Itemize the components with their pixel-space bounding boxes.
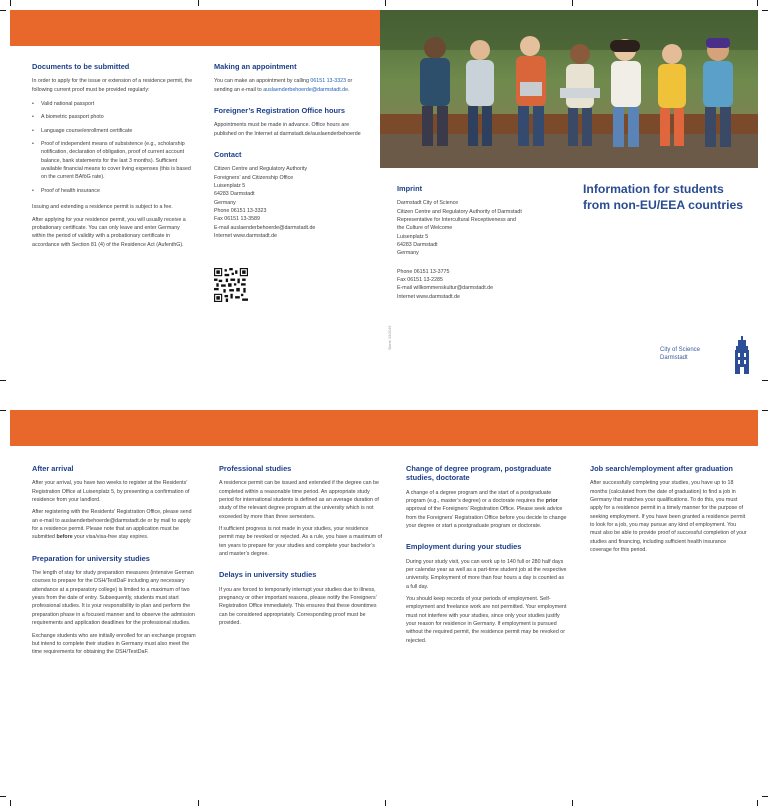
preparation-heading: Preparation for university studies	[32, 553, 150, 563]
city-logo	[660, 336, 752, 376]
appointment-text-part: .	[348, 86, 350, 93]
imprint-line: 64283 Darmstadt	[397, 242, 438, 249]
contact-line: 64283 Darmstadt	[214, 191, 255, 198]
arrival-heading: After arrival	[32, 464, 74, 473]
contact-column	[214, 62, 372, 240]
change-p1	[406, 489, 568, 531]
fold-mark	[572, 0, 573, 6]
documents-heading: Documents to be submitted	[32, 62, 130, 71]
arrival-p1: After your arrival, you have two weeks to register at the Residents’ Registration Office at Luisenplatz 5, by presenting a confirmation of residence from your landlord.	[32, 480, 190, 503]
arrival-column	[32, 464, 196, 661]
contact-line: Internet www.darmstadt.de	[214, 233, 278, 240]
imprint-contact-line: E-mail willkommenskultur@darmstadt.de	[397, 285, 494, 292]
crop-mark	[0, 796, 6, 797]
contact-line: Germany	[214, 199, 236, 206]
preparation-p1: The length of stay for study preparation measures (intensive German courses to prepare for the DSH/TestDaF including any necessary attendance at a preparatory college) is limited to a maximum of two years from the date of entry. Subsequently, students must start professional studies. It is your responsibility to plan and perform the preparation phase in a focused manner and to observe the admission requirements and application deadlines for the professional studies.	[32, 570, 195, 627]
appointment-text	[214, 77, 372, 94]
arrival-p2-text: your visa/visa-free stay expires.	[74, 534, 149, 541]
change-p1-text: A change of a degree program and the start of a postgraduate program (e.g., master’s degree) or a doctorate requires the	[406, 489, 552, 504]
crop-mark	[10, 800, 11, 806]
city-tower-logo-icon	[732, 336, 752, 374]
fold-mark	[198, 0, 199, 6]
contact-line: Luisenplatz 5	[214, 182, 246, 189]
employment-heading: Employment during your studies	[406, 542, 522, 552]
imprint-contact-line: Internet www.darmstadt.de	[397, 293, 461, 300]
flyer-inside-page	[10, 410, 758, 796]
imprint-line: Darmstadt City of Science	[397, 200, 459, 207]
list-item: • Proof of health insurance	[32, 187, 194, 195]
crop-mark	[0, 380, 6, 381]
crop-mark	[757, 800, 758, 806]
fold-mark	[572, 800, 573, 806]
imprint-line: the Culture of Welcome	[397, 225, 453, 232]
appointment-text-part: or sending an e-mail to	[214, 78, 353, 93]
imprint-line: Citizen Centre and Regulatory Authority of Darmstadt	[397, 208, 522, 215]
fold-mark	[385, 800, 386, 806]
orange-header-band	[10, 410, 758, 446]
fold-mark	[198, 800, 199, 806]
imprint-line: Germany	[397, 250, 419, 257]
contact-address	[214, 165, 372, 240]
arrival-p2-text: After registering with the Residents’ Registration Office, please send an e-mail to auslaenderbehoerde@darmstadt.de or by mail to apply for a residence permit. Please note that an application must be submitted	[32, 509, 192, 541]
appointment-text-part: You can make an appointment by calling	[214, 78, 309, 85]
change-p1-bold: prior	[545, 497, 558, 504]
logo-line: Darmstadt	[660, 355, 688, 362]
change-p1-text: approval of the Foreigners’ Registration Office. Please seek advice from the Foreigners’ Registration Office before you decide to change your degree or start a postgraduate program or doctorate.	[406, 506, 567, 529]
employment-p2: You should keep records of your periods of employment. Self-employment and freelance work are not permitted. Your employment must not interfere with your studies, since only your studies justify your reason for residence in Germany. If employment is pursued without the required permit, the residence permit may be revoked or rejected.	[406, 595, 567, 644]
crop-mark	[0, 410, 6, 411]
imprint-line: Luisenplatz 5	[397, 233, 429, 240]
imprint-column	[397, 184, 567, 301]
appointment-email-link[interactable]: auslaenderbehoerde@darmstadt.de	[263, 86, 349, 93]
logo-text	[660, 346, 722, 362]
job-heading: Job search/employment after graduation	[590, 464, 733, 473]
arrival-p2	[32, 508, 196, 541]
job-p1: After successfully completing your studies, you have up to 18 months (calculated from the date of graduation) to find a job in Germany that matches your qualifications. To do this, you must apply for a residence permit in a timely manner for the purpose of seeking employment. If you have been granted a residence permit to look for a job, you may pursue any kind of employment. You must also be able to provide proof of successful completion of your studies and financing, including sufficient health insurance coverage for this period.	[590, 480, 747, 554]
list-item: • Language course/enrollment certificate	[32, 127, 194, 135]
imprint-contact-line: Fax 06151 13-2285	[397, 277, 443, 284]
documents-column	[32, 62, 194, 253]
professional-p2: If sufficient progress is not made in your studies, your residence permit may be revoked or rejected. As a rule, you have a maximum of ten years to prepare for your studies and complete your bachelor’s and master’s degree.	[219, 526, 383, 558]
crop-mark	[762, 410, 768, 411]
list-item: • Valid national passport	[32, 100, 194, 108]
contact-line: Fax 06151 13-3589	[214, 216, 260, 223]
fold-mark	[385, 0, 386, 6]
professional-p1: A residence permit can be issued and extended if the degree can be completed within a reasonable time period. An appropriate study period for international students is defined as an average duration of study of the relevant degree program at the university which is not exceeded by more than three semesters.	[219, 480, 379, 520]
imprint-line: Representative for Intercultural Receptiveness and	[397, 216, 516, 223]
delays-heading: Delays in university studies	[219, 570, 317, 580]
arrival-p2-bold: before	[56, 534, 73, 541]
contact-line: Citizen Centre and Regulatory Authority	[214, 166, 308, 173]
delays-p1: If you are forced to temporarily interrupt your studies due to illness, pregnancy or other important reasons, please notify the Foreigners’ Registration Office immediately. This ensures that these downtimes can be considered appropriately. Corresponding proof must be provided.	[219, 586, 377, 627]
imprint-address	[397, 199, 567, 258]
preparation-p2: Exchange students who are initially enrolled for an exchange program but intend to complete their studies in Germany must also meet the time requirements for obtaining the DSH/TestDaF.	[32, 632, 196, 656]
contact-heading: Contact	[214, 149, 242, 159]
orange-header-band	[10, 10, 380, 46]
probation-note: After applying for your residence permit, you will usually receive a probationary certificate. You can only leave and enter Germany within the period of validity with a probationary certificate in accordance with Section 81 (4) of the Residence Act (AufenthG).	[32, 216, 186, 248]
imprint-contact	[397, 268, 567, 301]
qr-code-icon	[214, 268, 248, 302]
hours-text: Appointments must be made in advance. Office hours are published on the Internet at darmstadt.de/auslaenderbehoerde	[214, 122, 361, 137]
professional-heading: Professional studies	[219, 464, 292, 473]
imprint-heading: Imprint	[397, 184, 423, 193]
list-item: • A biometric passport photo	[32, 113, 194, 121]
flyer-title: Information for students from non-EU/EEA countries	[583, 182, 744, 212]
crop-mark	[762, 380, 768, 381]
fee-note: Issuing and extending a residence permit is subject to a fee.	[32, 204, 173, 211]
documents-list	[32, 100, 194, 195]
documents-intro: In order to apply for the issue or extension of a residence permit, the following current proof must be provided regularly:	[32, 78, 193, 93]
job-column	[590, 464, 748, 558]
crop-mark	[10, 0, 11, 6]
contact-line: Phone 06151 13-3323	[214, 207, 267, 214]
crop-mark	[757, 0, 758, 6]
logo-line: City of Science	[660, 347, 701, 353]
contact-line: E-mail auslaenderbehoerde@darmstadt.de	[214, 224, 316, 231]
professional-column	[219, 464, 383, 632]
imprint-contact-line: Phone 06151 13-3775	[397, 268, 450, 275]
crop-mark	[0, 10, 6, 11]
crop-mark	[762, 796, 768, 797]
print-code: Stand: 03/2019	[388, 325, 392, 350]
change-heading: Change of degree program, postgraduate studies, doctorate	[406, 464, 552, 483]
employment-p1: During your study visit, you can work up to 140 full or 280 half days per calendar year as well as a part-time student job at the respective university. Employment of more than four hours a day is counted as a full day.	[406, 558, 567, 590]
hours-heading: Foreigner’s Registration Office hours	[214, 105, 345, 115]
list-item: • Proof of independent means of subsistence (e.g., scholarship notification, declaration of obligation, proof of current account balance, bank statements for the last 3 months). Sufficient available financial means to cover living expenses (this is based on the current BAföG rate).	[32, 140, 194, 182]
flyer-outside-page	[10, 10, 758, 380]
students-photo	[380, 10, 758, 168]
crop-mark	[762, 10, 768, 11]
appointment-phone-link[interactable]: 06151 13-3323	[310, 78, 347, 85]
contact-line: Foreigners’ and Citizenship Office	[214, 174, 294, 181]
appointment-heading: Making an appointment	[214, 62, 297, 71]
change-column	[406, 464, 568, 649]
